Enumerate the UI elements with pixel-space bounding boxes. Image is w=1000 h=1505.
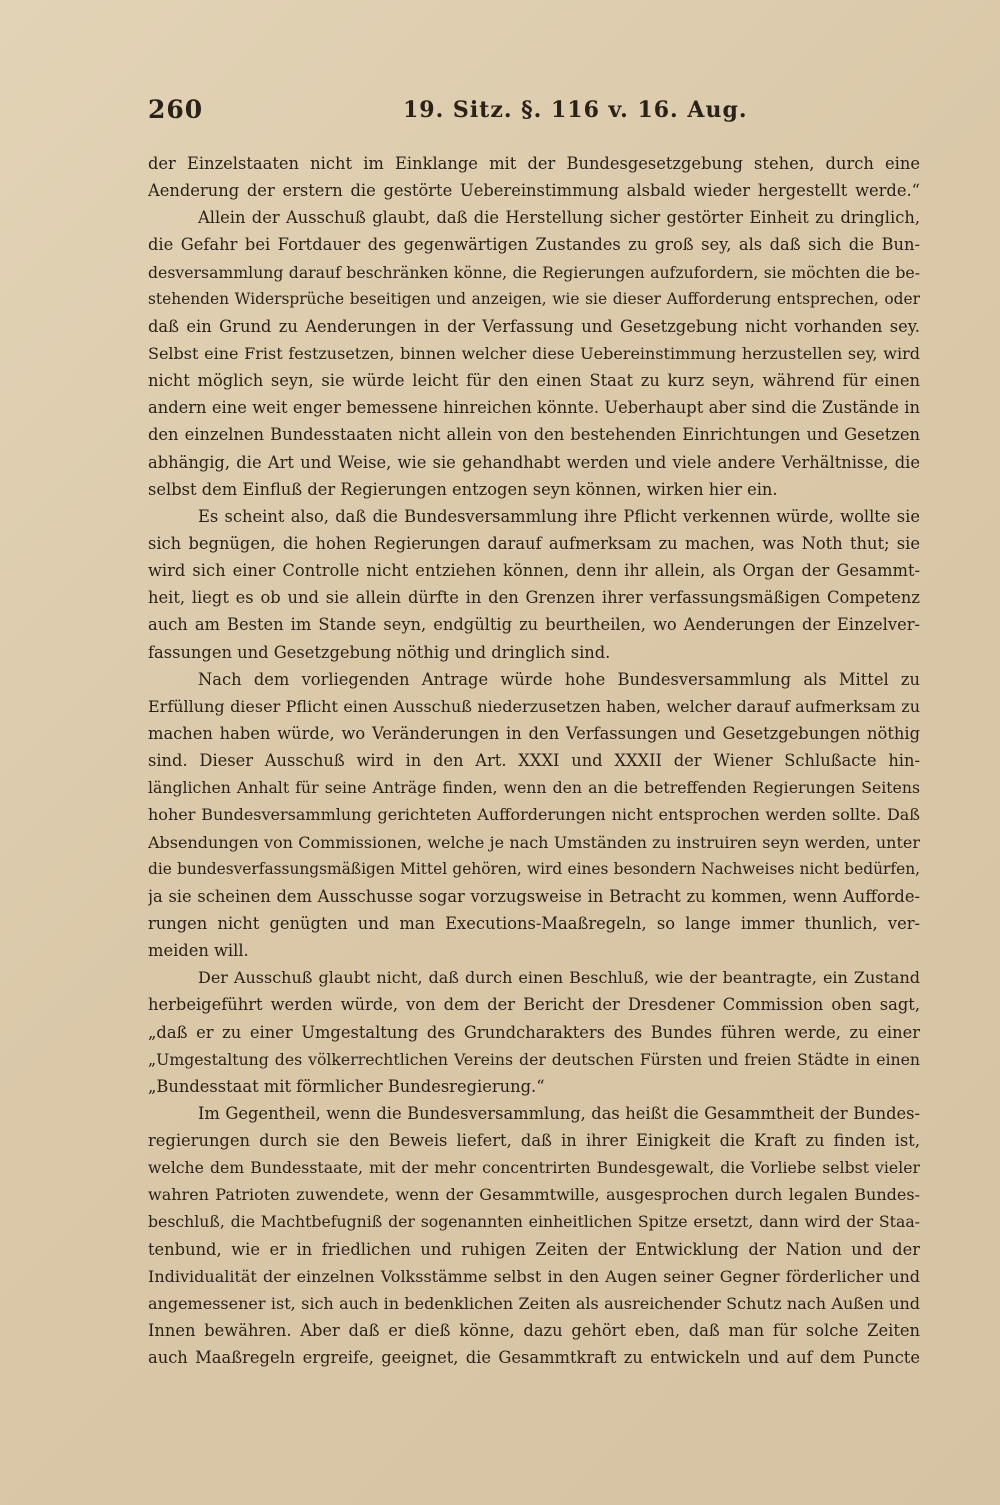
- text-line: „Bundesstaat mit förmlicher Bundesregierung.“: [148, 1076, 545, 1096]
- text-line: Absendungen von Commissionen, welche je nach Umständen zu instruiren seyn werden, unter: [148, 832, 920, 852]
- text-line: sich begnügen, die hohen Regierungen darauf aufmerksam zu machen, was Noth thut; sie: [148, 533, 920, 553]
- text-line: Der Ausschuß glaubt nicht, daß durch einen Beschluß, wie der beantragte, ein Zustand: [198, 968, 920, 988]
- body-text: [148, 150, 920, 1371]
- text-line: Nach dem vorliegenden Antrage würde hohe Bundesversammlung als Mittel zu: [198, 669, 920, 689]
- text-line: tenbund, wie er in friedlichen und ruhigen Zeiten der Entwicklung der Nation und der: [148, 1239, 920, 1259]
- text-line: Im Gegentheil, wenn die Bundesversammlung, das heißt die Gesammtheit der Bundes-: [198, 1103, 920, 1123]
- text-line: desversammlung darauf beschränken könne, die Regierungen aufzufordern, sie möchten die be-: [148, 262, 920, 282]
- text-line: „Umgestaltung des völkerrechtlichen Vereins der deutschen Fürsten und freien Städte in einen: [148, 1049, 920, 1069]
- text-line: beschluß, die Machtbefugniß der sogenannten einheitlichen Spitze ersetzt, dann wird der Staa-: [148, 1212, 920, 1232]
- text-line: auch am Besten im Stande seyn, endgültig zu beurtheilen, wo Aenderungen der Einzelver-: [148, 615, 920, 635]
- text-line: stehenden Widersprüche beseitigen und anzeigen, wie sie dieser Aufforderung entsprechen, oder: [148, 289, 920, 308]
- page-header: [148, 95, 920, 135]
- text-line: die Gefahr bei Fortdauer des gegenwärtigen Zustandes zu groß sey, als daß sich die Bun-: [148, 235, 920, 255]
- text-line: herbeigeführt werden würde, von dem der Bericht der Dresdener Commission oben sagt,: [148, 995, 920, 1015]
- text-line: der Einzelstaaten nicht im Einklange mit der Bundesgesetzgebung stehen, durch eine: [148, 154, 920, 173]
- text-line: den einzelnen Bundesstaaten nicht allein von den bestehenden Einrichtungen und Gesetzen: [148, 425, 920, 445]
- text-line: ja sie scheinen dem Ausschusse sogar vorzugsweise in Betracht zu kommen, wenn Aufforde-: [148, 886, 920, 906]
- text-line: Erfüllung dieser Pflicht einen Ausschuß niederzusetzen haben, welcher darauf aufmerksam zu: [148, 696, 920, 716]
- text-line: heit, liegt es ob und sie allein dürfte in den Grenzen ihrer verfassungsmäßigen Competenz: [148, 588, 920, 608]
- text-line: daß ein Grund zu Aenderungen in der Verfassung und Gesetzgebung nicht vorhanden sey.: [148, 316, 920, 336]
- text-line: andern eine weit enger bemessene hinreichen könnte. Ueberhaupt aber sind die Zustände in: [148, 398, 920, 418]
- text-line: wird sich einer Controlle nicht entziehen können, denn ihr allein, als Organ der Gesammt-: [148, 561, 920, 581]
- text-line: machen haben würde, wo Veränderungen in den Verfassungen und Gesetzgebungen nöthig: [148, 723, 920, 743]
- running-head: 19. Sitz. §. 116 v. 16. Aug.: [403, 97, 748, 123]
- text-line: hoher Bundesversammlung gerichteten Aufforderungen nicht entsprochen werden sollte. Daß: [148, 805, 920, 825]
- text-line: Individualität der einzelnen Volksstämme selbst in den Augen seiner Gegner förderlicher und: [148, 1266, 920, 1286]
- text-line: die bundesverfassungsmäßigen Mittel gehören, wird eines besondern Nachweises nicht bedürfen,: [148, 859, 920, 878]
- page-number: 260: [148, 95, 204, 124]
- text-line: „daß er zu einer Umgestaltung des Grundcharakters des Bundes führen werde, zu einer: [148, 1022, 920, 1042]
- text-line: sind. Dieser Ausschuß wird in den Art. XXXI und XXXII der Wiener Schlußacte hin-: [148, 751, 920, 771]
- text-line: selbst dem Einfluß der Regierungen entzogen seyn können, wirken hier ein.: [148, 479, 778, 499]
- text-line: fassungen und Gesetzgebung nöthig und dringlich sind.: [148, 642, 611, 662]
- text-line: welche dem Bundesstaate, mit der mehr concentrirten Bundesgewalt, die Vorliebe selbst vieler: [148, 1158, 920, 1178]
- text-line: Aenderung der erstern die gestörte Uebereinstimmung alsbald wieder hergestellt werde.“: [148, 181, 920, 201]
- text-line: regierungen durch sie den Beweis liefert, daß in ihrer Einigkeit die Kraft zu finden ist,: [148, 1131, 920, 1151]
- text-line: auch Maaßregeln ergreife, geeignet, die Gesammtkraft zu entwickeln und auf dem Puncte: [148, 1348, 920, 1368]
- text-line: rungen nicht genügten und man Executions-Maaßregeln, so lange immer thunlich, ver-: [148, 913, 920, 933]
- text-line: länglichen Anhalt für seine Anträge finden, wenn den an die betreffenden Regierungen Seitens: [148, 778, 920, 798]
- text-line: angemessener ist, sich auch in bedenklichen Zeiten als ausreichender Schutz nach Außen und: [148, 1293, 920, 1313]
- text-line: Allein der Ausschuß glaubt, daß die Herstellung sicher gestörter Einheit zu dringlich,: [198, 208, 920, 228]
- text-line: abhängig, die Art und Weise, wie sie gehandhabt werden und viele andere Verhältnisse, die: [148, 452, 920, 472]
- text-line: Selbst eine Frist festzusetzen, binnen welcher diese Uebereinstimmung herzustellen sey, wird: [148, 343, 920, 363]
- text-line: wahren Patrioten zuwendete, wenn der Gesammtwille, ausgesprochen durch legalen Bundes-: [148, 1185, 920, 1205]
- text-line: meiden will.: [148, 941, 249, 961]
- text-line: Innen bewähren. Aber daß er dieß könne, dazu gehört eben, daß man für solche Zeiten: [148, 1321, 920, 1341]
- text-line: nicht möglich seyn, sie würde leicht für den einen Staat zu kurz seyn, während für einen: [148, 371, 920, 391]
- text-line: Es scheint also, daß die Bundesversammlung ihre Pflicht verkennen würde, wollte sie: [198, 506, 920, 526]
